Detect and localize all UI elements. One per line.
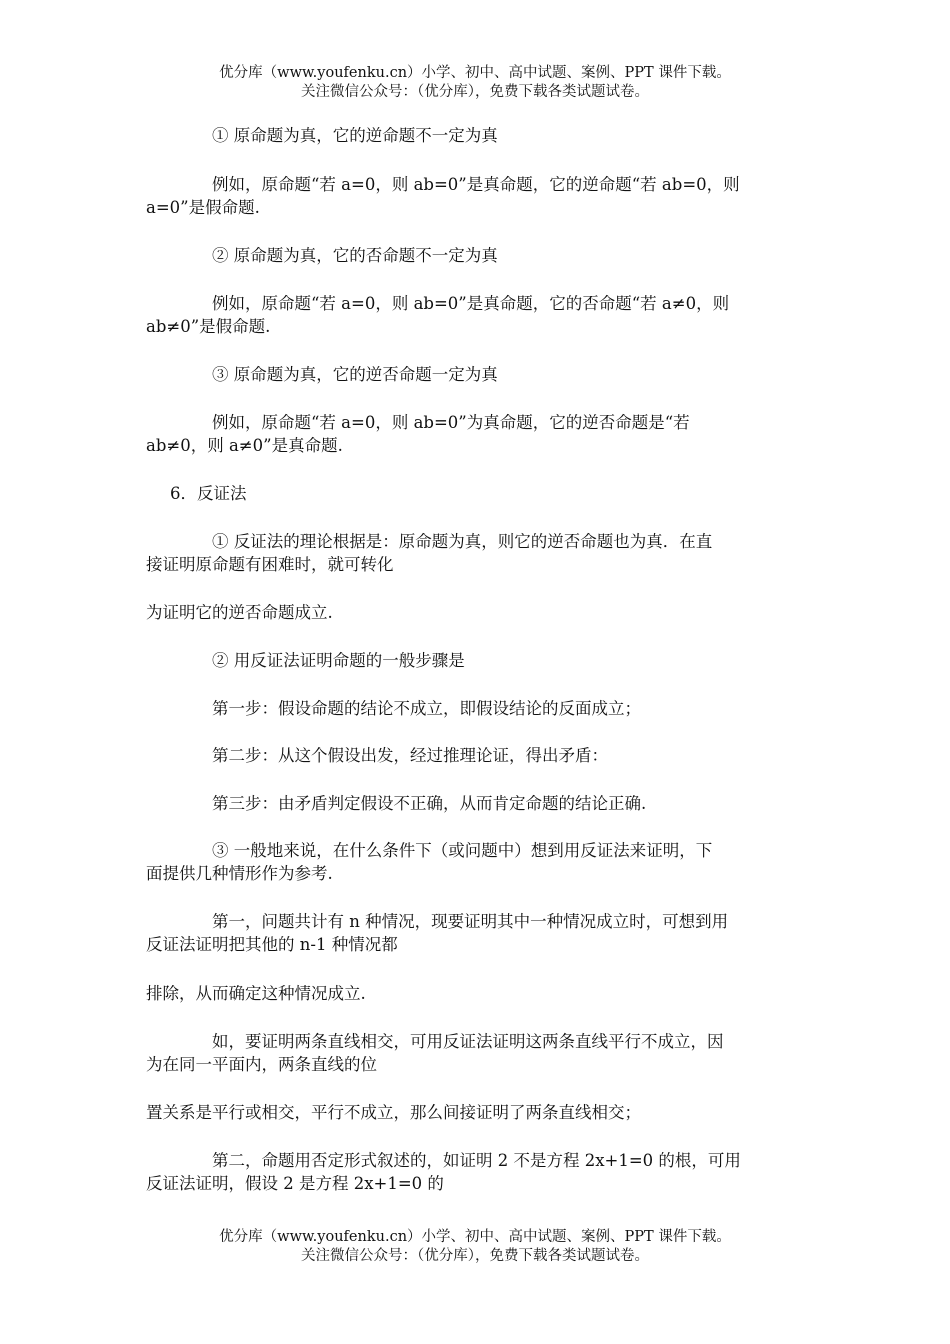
paragraph-4	[146, 292, 810, 338]
text-line: 第一，问题共计有 n 种情况，现要证明其中一种情况成立时，可想到用	[212, 912, 729, 931]
paragraph-9	[146, 649, 876, 672]
paragraph-8	[146, 601, 810, 624]
paragraph-7	[146, 530, 810, 576]
text-line: 为证明它的逆否命题成立.	[146, 603, 333, 622]
header-line-1: 优分库（www.youfenku.cn）小学、初中、高中试题、案例、PPT 课件下载。	[219, 65, 731, 81]
text-line: 反证法证明，假设 2 是方程 2x+1=0 的	[146, 1174, 444, 1193]
page-footer	[0, 1228, 950, 1266]
paragraph-13	[146, 839, 810, 885]
paragraph-5	[146, 363, 876, 386]
text-line: 面提供几种情形作为参考.	[146, 864, 333, 883]
section-heading-6	[146, 482, 834, 505]
text-line: ① 反证法的理论根据是：原命题为真，则它的逆否命题也为真．在直	[212, 532, 713, 551]
text-line: 置关系是平行或相交，平行不成立，那么间接证明了两条直线相交；	[146, 1103, 641, 1122]
paragraph-2	[146, 173, 810, 219]
footer-line-2: 关注微信公众号：（优分库），免费下载各类试题试卷。	[301, 1248, 649, 1264]
text-line: 第三步：由矛盾判定假设不正确，从而肯定命题的结论正确.	[212, 794, 647, 813]
paragraph-1	[146, 124, 876, 147]
text-line: 例如，原命题“若 a=0，则 ab=0”是真命题，它的否命题“若 a≠0，则	[212, 294, 730, 313]
text-line: ③ 原命题为真，它的逆否命题一定为真	[212, 365, 498, 384]
paragraph-11	[146, 744, 876, 767]
text-line: ③ 一般地来说，在什么条件下（或问题中）想到用反证法来证明，下	[212, 841, 713, 860]
text-line: 例如，原命题“若 a=0，则 ab=0”是真命题，它的逆命题“若 ab=0，则	[212, 175, 740, 194]
text-line: ① 原命题为真，它的逆命题不一定为真	[212, 126, 498, 145]
text-line: ② 用反证法证明命题的一般步骤是	[212, 651, 465, 670]
text-line: 第二，命题用否定形式叙述的，如证明 2 不是方程 2x+1=0 的根，可用	[212, 1151, 741, 1170]
paragraph-10	[146, 697, 876, 720]
text-line: a=0”是假命题.	[146, 198, 260, 217]
text-line: 为在同一平面内，两条直线的位	[146, 1055, 377, 1074]
paragraph-3	[146, 244, 876, 267]
text-line: 例如，原命题“若 a=0，则 ab=0”为真命题，它的逆否命题是“若	[212, 413, 690, 432]
text-line: 如，要证明两条直线相交，可用反证法证明这两条直线平行不成立，因	[212, 1032, 724, 1051]
text-line: 反证法证明把其他的 n-1 种情况都	[146, 935, 398, 954]
header-line-2: 关注微信公众号：（优分库），免费下载各类试题试卷。	[301, 84, 649, 100]
section-title: 6．反证法	[170, 484, 247, 503]
paragraph-16	[146, 1030, 810, 1076]
text-line: 排除，从而确定这种情况成立.	[146, 984, 366, 1003]
text-line: 第一步：假设命题的结论不成立，即假设结论的反面成立；	[212, 699, 641, 718]
text-line: ② 原命题为真，它的否命题不一定为真	[212, 246, 498, 265]
paragraph-14	[146, 910, 810, 956]
paragraph-6	[146, 411, 810, 457]
paragraph-18	[146, 1149, 810, 1195]
footer-line-1: 优分库（www.youfenku.cn）小学、初中、高中试题、案例、PPT 课件下载。	[219, 1229, 731, 1245]
paragraph-12	[146, 792, 876, 815]
text-line: ab≠0，则 a≠0”是真命题.	[146, 436, 343, 455]
text-line: 第二步：从这个假设出发，经过推理论证，得出矛盾：	[212, 746, 608, 765]
text-line: ab≠0”是假命题.	[146, 317, 271, 336]
text-line: 接证明原命题有困难时，就可转化	[146, 555, 394, 574]
page-header	[0, 64, 950, 102]
paragraph-15	[146, 982, 810, 1005]
paragraph-17	[146, 1101, 810, 1124]
